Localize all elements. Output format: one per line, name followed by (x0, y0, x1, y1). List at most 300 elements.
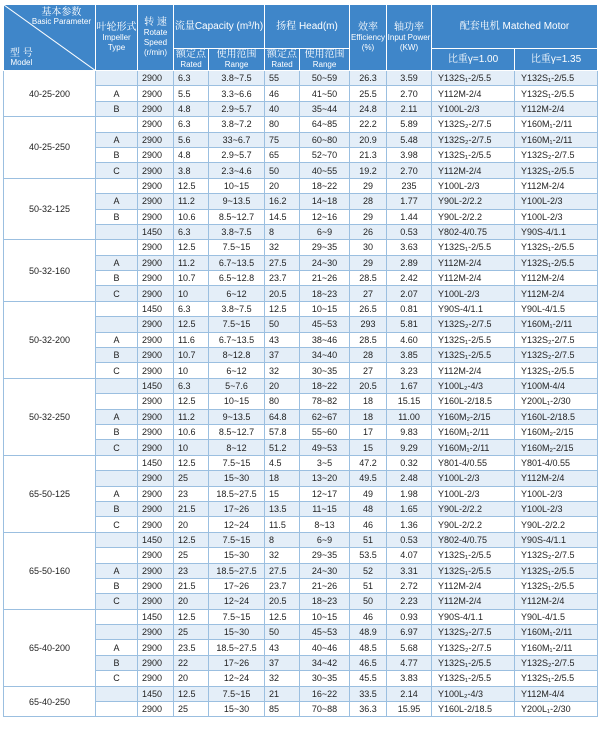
capacity-rated-cell: 11.2 (174, 194, 209, 209)
capacity-rated-cell: 12.5 (174, 178, 209, 193)
efficiency-header: 效率 Efficiency (%) (350, 5, 387, 71)
head-range-cell: 30~35 (300, 363, 350, 378)
rotate-speed-cell: 2900 (138, 209, 174, 224)
table-row (4, 455, 598, 470)
capacity-range-cell: 7.5~15 (209, 317, 265, 332)
capacity-range-cell: 17~26 (209, 655, 265, 670)
motor-gravity-1-cell: Y132S₂-2/7.5 (432, 640, 515, 655)
impeller-type-cell: A (96, 132, 138, 147)
capacity-rated-cell: 10 (174, 286, 209, 301)
capacity-rated-cell: 25 (174, 625, 209, 640)
table-row (4, 178, 598, 193)
impeller-type-cell (96, 378, 138, 393)
motor-gravity-1-cell: Y112M-2/4 (432, 271, 515, 286)
impeller-type-cell (96, 702, 138, 717)
impeller-type-cell (96, 548, 138, 563)
efficiency-cell: 26.3 (350, 71, 387, 86)
motor-gravity-1-cell: Y802-4/0.75 (432, 224, 515, 239)
motor-gravity-2-cell: Y160M₁-2/11 (515, 117, 598, 132)
head-rated-cell: 32 (265, 240, 300, 255)
motor-gravity-2-cell: Y132S₁-2/5.5 (515, 71, 598, 86)
efficiency-cell: 29 (350, 178, 387, 193)
rotate-speed-cell: 1450 (138, 686, 174, 701)
head-rated-cell: 18 (265, 471, 300, 486)
table-row (4, 532, 598, 547)
motor-gravity-2-cell: Y132S₁-2/5.5 (515, 163, 598, 178)
capacity-range-cell: 9~13.5 (209, 409, 265, 424)
efficiency-cell: 48.5 (350, 640, 387, 655)
input-power-cell: 9.29 (387, 440, 432, 455)
input-power-cell: 0.53 (387, 532, 432, 547)
motor-gravity-2-cell: Y200L₁-2/30 (515, 702, 598, 717)
motor-gravity-1-cell: Y132S₁-2/5.5 (432, 563, 515, 578)
impeller-type-cell: C (96, 440, 138, 455)
motor-gravity-1-cell: Y160M₁-2/11 (432, 424, 515, 439)
capacity-range-cell: 18.5~27.5 (209, 563, 265, 578)
capacity-rated-cell: 6.3 (174, 224, 209, 239)
table-row (4, 378, 598, 393)
capacity-range-cell: 15~30 (209, 548, 265, 563)
rotate-speed-cell: 2900 (138, 424, 174, 439)
capacity-range-cell: 8~12 (209, 440, 265, 455)
motor-gravity-2-cell: Y100L-2/3 (515, 209, 598, 224)
head-range-cell: 49~53 (300, 440, 350, 455)
rotate-speed-cell: 2900 (138, 501, 174, 516)
rotate-speed-cell: 2900 (138, 671, 174, 686)
input-power-cell: 5.81 (387, 317, 432, 332)
input-power-cell: 15.15 (387, 394, 432, 409)
efficiency-cell: 24.8 (350, 101, 387, 116)
input-power-cell: 6.97 (387, 625, 432, 640)
rotate-speed-cell: 2900 (138, 655, 174, 670)
rotate-speed-cell: 2900 (138, 101, 174, 116)
efficiency-cell: 28.5 (350, 332, 387, 347)
model-cell: 40-25-200 (4, 71, 96, 117)
head-range-cell: 21~26 (300, 578, 350, 593)
head-range-cell: 10~15 (300, 301, 350, 316)
capacity-range-cell: 12~24 (209, 671, 265, 686)
impeller-type-cell (96, 224, 138, 239)
motor-gravity-1-cell: Y112M-2/4 (432, 86, 515, 101)
motor-gravity-2-cell: Y112M-2/4 (515, 101, 598, 116)
capacity-range-cell: 2.9~5.7 (209, 147, 265, 162)
model-cell: 65-40-250 (4, 686, 96, 717)
motor-gravity-2-cell: Y112M-2/4 (515, 471, 598, 486)
head-rated-cell: 37 (265, 348, 300, 363)
head-range-cell: 8~13 (300, 517, 350, 532)
capacity-rated-cell: 12.5 (174, 455, 209, 470)
capacity-rated-cell: 11.2 (174, 255, 209, 270)
head-range-cell: 50~59 (300, 71, 350, 86)
head-range-cell: 34~40 (300, 348, 350, 363)
efficiency-cell: 29 (350, 255, 387, 270)
capacity-range-cell: 6.7~13.5 (209, 255, 265, 270)
motor-gravity-1-cell: Y100L-2/3 (432, 486, 515, 501)
motor-gravity-1-cell: Y132S₁-2/5.5 (432, 240, 515, 255)
capacity-rated-cell: 10 (174, 440, 209, 455)
motor-gravity-2-cell: Y132S₂-2/7.5 (515, 332, 598, 347)
motor-gravity-1-cell: Y90L-2/2.2 (432, 517, 515, 532)
head-rated-cell: 50 (265, 625, 300, 640)
head-rated-cell: 50 (265, 317, 300, 332)
efficiency-cell: 28 (350, 348, 387, 363)
efficiency-cell: 46.5 (350, 655, 387, 670)
head-range-cell: 62~67 (300, 409, 350, 424)
motor-gravity-1-cell: Y132S₂-2/7.5 (432, 132, 515, 147)
head-rated-cell: 57.8 (265, 424, 300, 439)
motor-gravity-2-cell: Y132S₁-2/5.5 (515, 563, 598, 578)
capacity-rated-cell: 11.2 (174, 409, 209, 424)
model-label: 型 号 Model (10, 48, 33, 67)
motor-gravity-1-cell: Y160L-2/18.5 (432, 394, 515, 409)
model-cell: 65-40-200 (4, 609, 96, 686)
model-cell: 50-32-200 (4, 301, 96, 378)
rotate-speed-cell: 2900 (138, 317, 174, 332)
impeller-type-cell: A (96, 86, 138, 101)
head-rated-cell: 32 (265, 363, 300, 378)
impeller-type-cell: B (96, 578, 138, 593)
rotate-speed-cell: 2900 (138, 394, 174, 409)
capacity-range-cell: 18.5~27.5 (209, 640, 265, 655)
input-power-cell: 0.53 (387, 224, 432, 239)
motor-gravity-2-cell: Y90L-4/1.5 (515, 609, 598, 624)
head-range-cell: 3~5 (300, 455, 350, 470)
motor-gravity-2-cell: Y132S₂-2/7.5 (515, 548, 598, 563)
impeller-type-cell: B (96, 501, 138, 516)
impeller-type-cell (96, 686, 138, 701)
input-power-cell: 0.81 (387, 301, 432, 316)
motor-gravity-1-cell: Y90S-4/1.1 (432, 301, 515, 316)
input-power-cell: 2.14 (387, 686, 432, 701)
capacity-rated-cell: 20 (174, 517, 209, 532)
input-power-cell: 1.36 (387, 517, 432, 532)
impeller-type-cell: C (96, 286, 138, 301)
capacity-range-cell: 7.5~15 (209, 686, 265, 701)
efficiency-cell: 20.5 (350, 378, 387, 393)
head-range-cell: 24~30 (300, 255, 350, 270)
efficiency-cell: 15 (350, 440, 387, 455)
motor-gravity-1-cell: Y90S-4/1.1 (432, 609, 515, 624)
input-power-cell: 11.00 (387, 409, 432, 424)
head-range-cell: 10~15 (300, 609, 350, 624)
head-range-cell: 34~42 (300, 655, 350, 670)
head-range-cell: 35~44 (300, 101, 350, 116)
head-rated-cell: 50 (265, 163, 300, 178)
rotate-speed-cell: 1450 (138, 455, 174, 470)
capacity-rated-cell: 5.6 (174, 132, 209, 147)
input-power-cell: 5.89 (387, 117, 432, 132)
capacity-rated-cell: 5.5 (174, 86, 209, 101)
rotate-speed-cell: 1450 (138, 301, 174, 316)
head-rated-cell: 8 (265, 224, 300, 239)
capacity-range-header: 使用范围 Range (209, 49, 265, 71)
capacity-rated-cell: 21.5 (174, 501, 209, 516)
efficiency-cell: 22.2 (350, 117, 387, 132)
capacity-rated-cell: 25 (174, 702, 209, 717)
capacity-rated-cell: 22 (174, 655, 209, 670)
motor-gravity-1-cell: Y132S₁-2/5.5 (432, 548, 515, 563)
head-range-cell: 64~85 (300, 117, 350, 132)
motor-gravity-2-cell: Y112M-2/4 (515, 286, 598, 301)
input-power-cell: 3.59 (387, 71, 432, 86)
motor-gravity-1-cell: Y90L-2/2.2 (432, 501, 515, 516)
motor-gravity-1-cell: Y112M-2/4 (432, 578, 515, 593)
head-rated-cell: 27.5 (265, 563, 300, 578)
impeller-type-cell: B (96, 147, 138, 162)
motor-gravity-1-cell: Y90L-2/2.2 (432, 194, 515, 209)
input-power-cell: 3.83 (387, 671, 432, 686)
head-rated-cell: 46 (265, 86, 300, 101)
impeller-type-cell (96, 625, 138, 640)
impeller-type-cell: A (96, 255, 138, 270)
motor-gravity-1-cell: Y100L-2/3 (432, 178, 515, 193)
capacity-rated-cell: 25 (174, 471, 209, 486)
input-power-cell: 5.48 (387, 132, 432, 147)
impeller-type-cell: C (96, 671, 138, 686)
impeller-type-cell (96, 532, 138, 547)
motor-gravity-2-cell: Y90S-4/1.1 (515, 224, 598, 239)
motor-gravity-1-cell: Y132S₂-2/7.5 (432, 625, 515, 640)
head-rated-cell: 13.5 (265, 501, 300, 516)
head-range-cell: 45~53 (300, 625, 350, 640)
capacity-rated-cell: 4.8 (174, 101, 209, 116)
rotate-speed-cell: 2900 (138, 625, 174, 640)
motor-gravity-2-cell: Y100M-4/4 (515, 378, 598, 393)
motor-gravity-2-cell: Y112M-2/4 (515, 594, 598, 609)
motor-gravity-2-cell: Y160L-2/18.5 (515, 409, 598, 424)
motor-gravity-1-cell: Y132S₁-2/5.5 (432, 332, 515, 347)
motor-gravity-1-cell: Y160L-2/18.5 (432, 702, 515, 717)
capacity-rated-cell: 21.5 (174, 578, 209, 593)
efficiency-cell: 53.5 (350, 548, 387, 563)
rotate-speed-cell: 2900 (138, 332, 174, 347)
input-power-cell: 2.70 (387, 86, 432, 101)
head-range-cell: 41~50 (300, 86, 350, 101)
capacity-rated-cell: 12.5 (174, 240, 209, 255)
motor-gravity-1-cell: Y132S₂-2/7.5 (432, 317, 515, 332)
head-rated-cell: 43 (265, 332, 300, 347)
model-cell: 40-25-250 (4, 117, 96, 179)
rotate-speed-cell: 2900 (138, 147, 174, 162)
head-header: 扬程 Head(m) (265, 5, 350, 49)
head-range-cell: 16~22 (300, 686, 350, 701)
head-range-cell: 13~20 (300, 471, 350, 486)
motor-gravity-1-cell: Y100L-2/3 (432, 471, 515, 486)
head-rated-cell: 85 (265, 702, 300, 717)
capacity-range-cell: 5~7.6 (209, 378, 265, 393)
motor-gravity-2-cell: Y132S₁-2/5.5 (515, 578, 598, 593)
motor-gravity-1-cell: Y100L-2/3 (432, 101, 515, 116)
efficiency-cell: 29 (350, 209, 387, 224)
model-cell: 50-32-250 (4, 378, 96, 455)
capacity-range-cell: 6~12 (209, 363, 265, 378)
impeller-type-cell: B (96, 271, 138, 286)
capacity-range-cell: 17~26 (209, 501, 265, 516)
impeller-type-cell: A (96, 194, 138, 209)
head-rated-cell: 16.2 (265, 194, 300, 209)
rotate-speed-cell: 2900 (138, 702, 174, 717)
motor-gravity-2-cell: Y132S₂-2/7.5 (515, 348, 598, 363)
capacity-rated-cell: 12.5 (174, 532, 209, 547)
motor-gravity-1-cell: Y160M₂-2/15 (432, 409, 515, 424)
input-power-cell: 4.60 (387, 332, 432, 347)
motor-gravity-2-cell: Y132S₂-2/7.5 (515, 147, 598, 162)
head-rated-header: 额定点 Rated (265, 49, 300, 71)
rotate-speed-cell: 2900 (138, 578, 174, 593)
efficiency-cell: 46 (350, 609, 387, 624)
impeller-type-cell (96, 471, 138, 486)
capacity-rated-cell: 3.8 (174, 163, 209, 178)
efficiency-cell: 27 (350, 286, 387, 301)
capacity-range-cell: 10~15 (209, 394, 265, 409)
table-body (4, 71, 598, 717)
capacity-rated-cell: 10.6 (174, 209, 209, 224)
capacity-rated-cell: 25 (174, 548, 209, 563)
rotate-speed-cell: 2900 (138, 640, 174, 655)
capacity-rated-cell: 20 (174, 671, 209, 686)
capacity-range-cell: 15~30 (209, 625, 265, 640)
table-row (4, 686, 598, 701)
impeller-type-header: 叶轮形式 Impeller Type (96, 5, 138, 71)
input-power-cell: 3.23 (387, 363, 432, 378)
impeller-type-cell: A (96, 409, 138, 424)
efficiency-cell: 48.9 (350, 625, 387, 640)
capacity-rated-cell: 23.5 (174, 640, 209, 655)
head-rated-cell: 20 (265, 178, 300, 193)
rotate-speed-cell: 2900 (138, 163, 174, 178)
capacity-range-cell: 7.5~15 (209, 455, 265, 470)
capacity-rated-header: 额定点 Rated (174, 49, 209, 71)
motor-gravity-1-cell: Y132S₂-2/7.5 (432, 117, 515, 132)
rotate-speed-cell: 2900 (138, 86, 174, 101)
capacity-range-cell: 12~24 (209, 517, 265, 532)
rotate-speed-cell: 2900 (138, 348, 174, 363)
head-rated-cell: 4.5 (265, 455, 300, 470)
model-cell: 65-50-160 (4, 532, 96, 609)
capacity-range-cell: 2.9~5.7 (209, 101, 265, 116)
capacity-range-cell: 8.5~12.7 (209, 424, 265, 439)
head-range-cell: 70~88 (300, 702, 350, 717)
capacity-range-cell: 7.5~15 (209, 609, 265, 624)
head-rated-cell: 20.5 (265, 286, 300, 301)
impeller-type-cell (96, 301, 138, 316)
impeller-type-cell (96, 455, 138, 470)
capacity-rated-cell: 6.3 (174, 378, 209, 393)
efficiency-cell: 50 (350, 594, 387, 609)
efficiency-cell: 17 (350, 424, 387, 439)
motor-gravity-1-cell: Y132S₁-2/5.5 (432, 71, 515, 86)
motor-gravity-2-cell: Y132S₁-2/5.5 (515, 86, 598, 101)
rotate-speed-cell: 2900 (138, 486, 174, 501)
input-power-cell: 2.23 (387, 594, 432, 609)
capacity-rated-cell: 10.6 (174, 424, 209, 439)
efficiency-cell: 19.2 (350, 163, 387, 178)
input-power-cell: 1.44 (387, 209, 432, 224)
head-rated-cell: 37 (265, 655, 300, 670)
input-power-cell: 1.65 (387, 501, 432, 516)
capacity-range-cell: 3.3~6.6 (209, 86, 265, 101)
input-power-cell: 3.31 (387, 563, 432, 578)
efficiency-cell: 28.5 (350, 271, 387, 286)
efficiency-cell: 18 (350, 409, 387, 424)
capacity-rated-cell: 11.6 (174, 332, 209, 347)
head-rated-cell: 43 (265, 640, 300, 655)
input-power-cell: 4.07 (387, 548, 432, 563)
head-range-cell: 78~82 (300, 394, 350, 409)
capacity-rated-cell: 4.8 (174, 147, 209, 162)
capacity-rated-cell: 23 (174, 563, 209, 578)
capacity-rated-cell: 12.5 (174, 317, 209, 332)
efficiency-cell: 46 (350, 517, 387, 532)
input-power-cell: 2.48 (387, 471, 432, 486)
efficiency-cell: 49.5 (350, 471, 387, 486)
capacity-range-cell: 2.3~4.6 (209, 163, 265, 178)
rotate-speed-cell: 2900 (138, 71, 174, 86)
input-power-cell: 2.70 (387, 163, 432, 178)
impeller-type-cell: B (96, 424, 138, 439)
rotate-speed-cell: 1450 (138, 378, 174, 393)
head-rated-cell: 12.5 (265, 301, 300, 316)
motor-gravity-2-cell: Y90S-4/1.1 (515, 532, 598, 547)
head-rated-cell: 32 (265, 671, 300, 686)
impeller-type-cell (96, 71, 138, 86)
motor-gravity-1-cell: Y132S₁-2/5.5 (432, 655, 515, 670)
motor-gravity-2-header: 比重γ=1.35 (515, 49, 598, 71)
impeller-type-cell: C (96, 594, 138, 609)
capacity-range-cell: 3.8~7.5 (209, 224, 265, 239)
rotate-speed-cell: 2900 (138, 409, 174, 424)
rotate-speed-cell: 2900 (138, 548, 174, 563)
motor-gravity-1-cell: Y112M-2/4 (432, 163, 515, 178)
head-rated-cell: 32 (265, 548, 300, 563)
efficiency-cell: 51 (350, 532, 387, 547)
impeller-type-cell: A (96, 332, 138, 347)
efficiency-cell: 48 (350, 501, 387, 516)
motor-gravity-2-cell: Y801-4/0.55 (515, 455, 598, 470)
rotate-speed-cell: 1450 (138, 224, 174, 239)
model-cell: 65-50-125 (4, 455, 96, 532)
capacity-rated-cell: 12.5 (174, 686, 209, 701)
motor-gravity-1-cell: Y802-4/0.75 (432, 532, 515, 547)
capacity-rated-cell: 20 (174, 594, 209, 609)
head-range-cell: 24~30 (300, 563, 350, 578)
efficiency-cell: 30 (350, 240, 387, 255)
motor-gravity-2-cell: Y132S₁-2/5.5 (515, 240, 598, 255)
rotate-speed-cell: 2900 (138, 117, 174, 132)
rotate-speed-cell: 2900 (138, 440, 174, 455)
capacity-rated-cell: 10.7 (174, 348, 209, 363)
head-rated-cell: 11.5 (265, 517, 300, 532)
rotate-speed-cell: 2900 (138, 178, 174, 193)
head-rated-cell: 64.8 (265, 409, 300, 424)
impeller-type-cell (96, 609, 138, 624)
head-range-cell: 45~53 (300, 317, 350, 332)
head-range-cell: 55~60 (300, 424, 350, 439)
motor-gravity-1-cell: Y160M₁-2/11 (432, 440, 515, 455)
capacity-range-cell: 15~30 (209, 702, 265, 717)
input-power-cell: 1.98 (387, 486, 432, 501)
input-power-cell: 4.77 (387, 655, 432, 670)
motor-gravity-2-cell: Y100L-2/3 (515, 486, 598, 501)
capacity-range-cell: 3.8~7.2 (209, 117, 265, 132)
input-power-cell: 9.83 (387, 424, 432, 439)
head-range-cell: 21~26 (300, 271, 350, 286)
rotate-speed-cell: 1450 (138, 532, 174, 547)
input-power-cell: 0.93 (387, 609, 432, 624)
head-range-cell: 38~46 (300, 332, 350, 347)
capacity-range-cell: 33~6.7 (209, 132, 265, 147)
motor-gravity-2-cell: Y90L-2/2.2 (515, 517, 598, 532)
